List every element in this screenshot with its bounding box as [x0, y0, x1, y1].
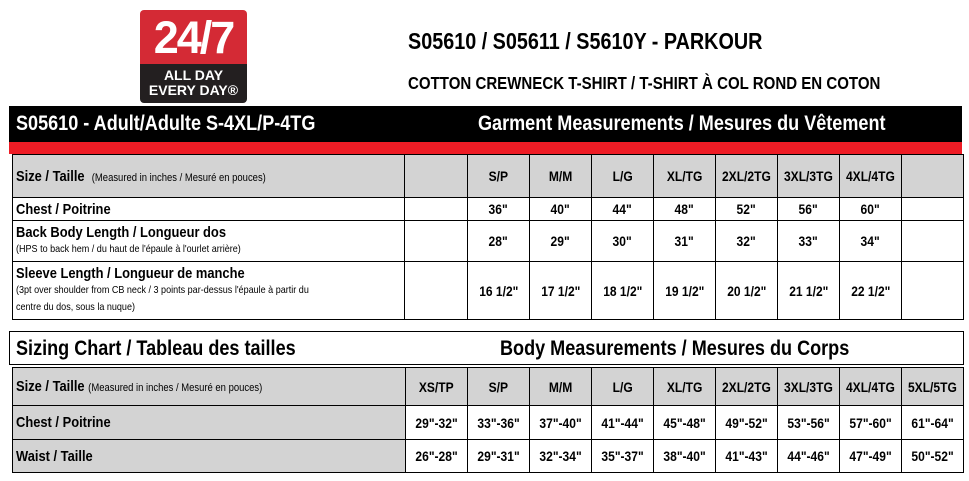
spacer-cell: [405, 198, 468, 221]
row-label: Chest / Poitrine: [13, 406, 406, 440]
size-header: XL/TG: [654, 368, 716, 406]
size-header: XS/TP: [406, 368, 468, 406]
body-measurements-table: [12, 367, 964, 473]
garment-measurements-table: [12, 154, 964, 320]
value-cell: 37"-40": [530, 406, 592, 440]
value-cell: 17 1/2": [530, 262, 592, 320]
value-cell: 29"-31": [468, 440, 530, 473]
value-cell: 57"-60": [840, 406, 902, 440]
size-header: M/M: [530, 368, 592, 406]
value-cell: 41"-43": [716, 440, 778, 473]
value-cell: 52": [716, 198, 778, 221]
row-label: Chest / Poitrine: [13, 198, 405, 221]
size-header: L/G: [592, 368, 654, 406]
value-cell: 21 1/2": [778, 262, 840, 320]
table-header-row: [13, 155, 964, 198]
size-header: S/P: [468, 155, 530, 198]
value-cell: 49"-52": [716, 406, 778, 440]
value-cell: 33"-36": [468, 406, 530, 440]
value-cell: 48": [654, 198, 716, 221]
logo-tagline: [140, 64, 247, 103]
product-title: S05610 / S05611 / S5610Y - PARKOUR: [408, 28, 763, 54]
size-header: 4XL/4TG: [840, 155, 902, 198]
value-cell: 50"-52": [902, 440, 964, 473]
value-cell: 38"-40": [654, 440, 716, 473]
accent-divider: [9, 142, 962, 154]
size-header: S/P: [468, 368, 530, 406]
table-header-row: [13, 368, 964, 406]
value-cell: 34": [840, 221, 902, 262]
value-cell: 53"-56": [778, 406, 840, 440]
size-header: XL/TG: [654, 155, 716, 198]
value-cell: 40": [530, 198, 592, 221]
size-header-cell: Size / Taille (Measured in inches / Mesuré en pouces): [13, 155, 405, 198]
value-cell: 18 1/2": [592, 262, 654, 320]
value-cell: 60": [840, 198, 902, 221]
spacer-cell: [405, 262, 468, 320]
brand-logo: [140, 10, 247, 103]
value-cell: 56": [778, 198, 840, 221]
size-header: 5XL/5TG: [902, 368, 964, 406]
spacer-cell: [902, 262, 964, 320]
size-header: 4XL/4TG: [840, 368, 902, 406]
logo-tagline-line2: EVERY DAY®: [148, 82, 239, 98]
spacer-cell: [405, 221, 468, 262]
value-cell: 41"-44": [592, 406, 654, 440]
value-cell: 36": [468, 198, 530, 221]
value-cell: 26"-28": [406, 440, 468, 473]
spacer-cell: [902, 221, 964, 262]
logo-tagline-line1: ALL DAY: [163, 67, 224, 83]
value-cell: 44"-46": [778, 440, 840, 473]
logo-247: 24/7: [140, 10, 247, 64]
value-cell: 19 1/2": [654, 262, 716, 320]
value-cell: 28": [468, 221, 530, 262]
row-label: Sleeve Length / Longueur de manche (3pt over shoulder from CB neck / 3 points par-dessus l'épaule à partir du centre du dos, sous la nuque): [13, 262, 405, 320]
row-label: Waist / Taille: [13, 440, 406, 473]
product-subtitle: COTTON CREWNECK T-SHIRT / T-SHIRT À COL ROND EN COTON: [408, 73, 881, 93]
row-label: Back Body Length / Longueur dos (HPS to back hem / du haut de l'épaule à l'ourlet arrière): [13, 221, 405, 262]
size-header-cell: Size / Taille (Measured in inches / Mesuré en pouces): [13, 368, 406, 406]
body-left-header: Sizing Chart / Tableau des tailles: [16, 337, 296, 360]
value-cell: 31": [654, 221, 716, 262]
value-cell: 32"-34": [530, 440, 592, 473]
table-row: [13, 440, 964, 473]
size-header: 2XL/2TG: [716, 368, 778, 406]
value-cell: 61"-64": [902, 406, 964, 440]
size-header: 3XL/3TG: [778, 368, 840, 406]
value-cell: 29": [530, 221, 592, 262]
value-cell: 29"-32": [406, 406, 468, 440]
size-header: 3XL/3TG: [778, 155, 840, 198]
size-header: M/M: [530, 155, 592, 198]
value-cell: 22 1/2": [840, 262, 902, 320]
value-cell: 32": [716, 221, 778, 262]
value-cell: 16 1/2": [468, 262, 530, 320]
value-cell: 30": [592, 221, 654, 262]
value-cell: 44": [592, 198, 654, 221]
value-cell: 33": [778, 221, 840, 262]
table-row: [13, 221, 964, 262]
spacer-cell: [405, 155, 468, 198]
value-cell: 20 1/2": [716, 262, 778, 320]
size-header: L/G: [592, 155, 654, 198]
table-row: [13, 198, 964, 221]
body-right-header: Body Measurements / Mesures du Corps: [500, 337, 850, 360]
body-header-box: [9, 331, 964, 365]
table-row: [13, 406, 964, 440]
value-cell: 35"-37": [592, 440, 654, 473]
spacer-cell: [902, 198, 964, 221]
spacer-cell: [902, 155, 964, 198]
garment-left-header: S05610 - Adult/Adulte S-4XL/P-4TG: [16, 112, 316, 135]
size-header: 2XL/2TG: [716, 155, 778, 198]
table-row: [13, 262, 964, 320]
garment-header-bar: [9, 106, 962, 142]
value-cell: 47"-49": [840, 440, 902, 473]
value-cell: 45"-48": [654, 406, 716, 440]
garment-right-header: Garment Measurements / Mesures du Vêtement: [478, 112, 886, 135]
